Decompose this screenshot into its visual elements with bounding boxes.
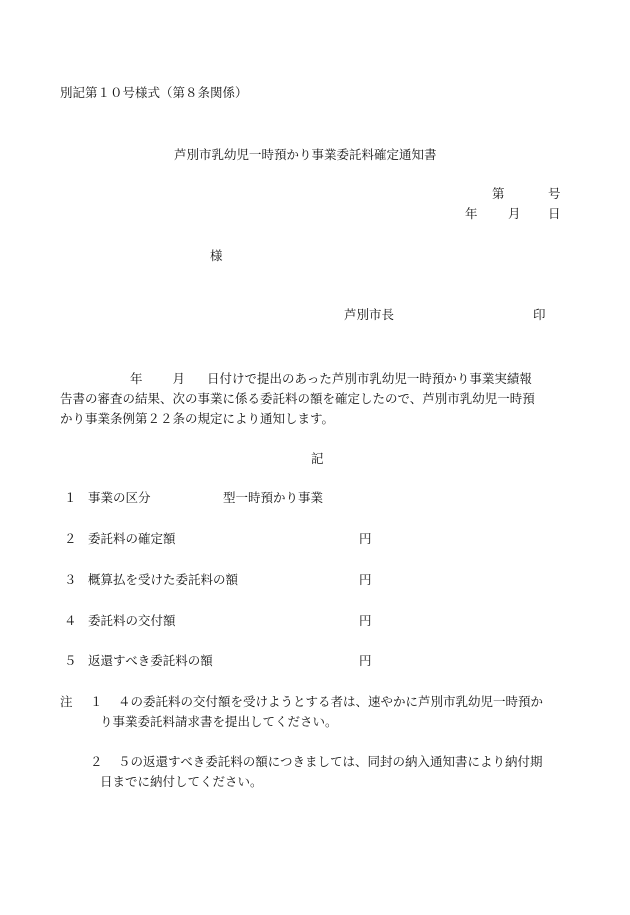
body-paragraph	[60, 369, 580, 429]
body-line-1-text: 日付けで提出のあった芦別市乳幼児一時預かり事業実績報	[207, 371, 532, 386]
item-number: １	[64, 490, 77, 505]
note-2-line-2: 日までに納付してください。	[100, 774, 263, 789]
date-day: 日	[548, 206, 561, 221]
note-2-line-1: ５の返還すべき委託料の額につきましては、同封の納入通知書により納付期	[118, 754, 543, 769]
date-year: 年	[465, 206, 478, 221]
item-number: ２	[64, 531, 77, 546]
form-label: 別記第１０号様式（第８条関係）	[60, 85, 248, 100]
body-line-1	[60, 369, 580, 389]
seal-mark: 印	[533, 307, 546, 322]
item-label: 概算払を受けた委託料の額	[88, 572, 239, 587]
item-number: ４	[64, 613, 77, 628]
note-1-line-1: ４の委託料の交付額を受けようとする者は、速やかに芦別市乳幼児一時預か	[118, 694, 544, 709]
doc-number-prefix: 第	[492, 186, 505, 201]
item-label: 返還すべき委託料の額	[88, 653, 213, 668]
body-year: 年	[130, 371, 143, 386]
item-label: 委託料の交付額	[88, 613, 176, 628]
item-value: 円	[359, 531, 372, 546]
note-label: 注	[60, 694, 73, 709]
body-month: 月	[172, 371, 186, 386]
doc-number-suffix: 号	[548, 186, 561, 201]
note-1-number: １	[90, 694, 103, 709]
item-value: 円	[359, 653, 372, 668]
item-value: 円	[359, 572, 372, 587]
item-label: 委託料の確定額	[88, 531, 176, 546]
document-title: 芦別市乳幼児一時預かり事業委託料確定通知書	[174, 147, 437, 162]
body-line-2: 告書の審査の結果、次の事業に係る委託料の額を確定したので、芦別市乳幼児一時預	[60, 391, 535, 406]
addressee-suffix: 様	[210, 248, 223, 263]
ki-heading: 記	[311, 451, 324, 466]
sender-name: 芦別市長	[344, 307, 395, 322]
item-number: ３	[64, 572, 77, 587]
date-month: 月	[508, 206, 521, 221]
item-number: ５	[64, 653, 77, 668]
item-value: 円	[359, 613, 372, 628]
item-label: 事業の区分	[88, 490, 151, 505]
item-value: 型一時預かり事業	[223, 490, 324, 505]
body-line-3: かり事業条例第２２条の規定により通知します。	[60, 411, 335, 426]
note-1-line-2: り事業委託料請求書を提出してください。	[100, 714, 338, 729]
note-2-number: ２	[90, 754, 103, 769]
